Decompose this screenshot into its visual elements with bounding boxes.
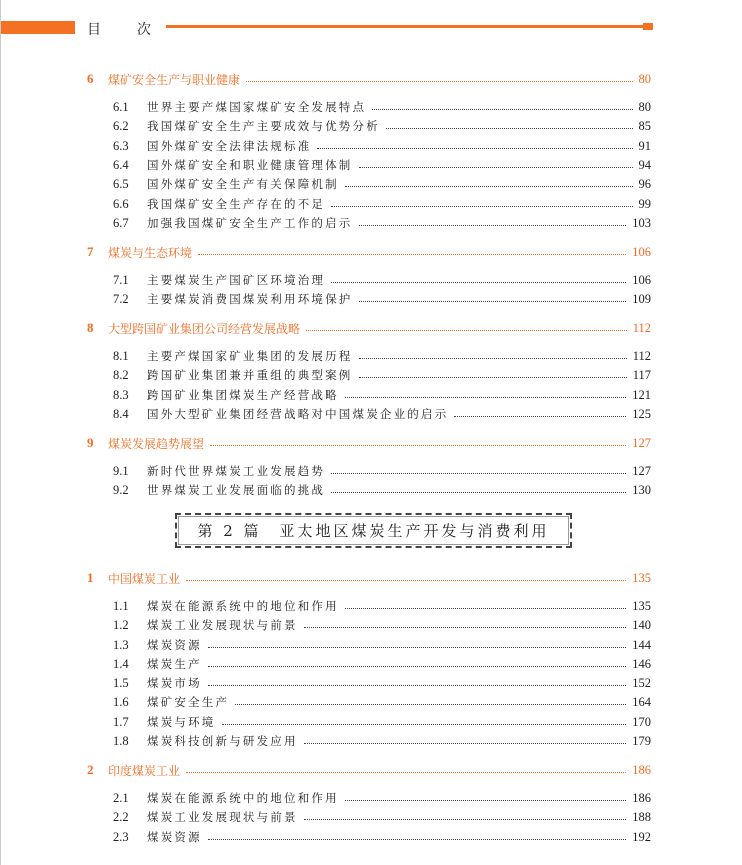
entry-title: 中国煤炭工业 <box>108 571 181 586</box>
toc-section-entry[interactable] <box>0 828 742 846</box>
toc-chapter-entry[interactable] <box>0 761 742 779</box>
entry-page-number: 135 <box>632 598 651 613</box>
entry-number: 1.2 <box>113 617 129 632</box>
entry-number: 6.2 <box>113 118 129 133</box>
dot-leader <box>186 580 626 581</box>
toc-section-entry[interactable] <box>0 481 742 499</box>
dot-leader <box>359 377 627 378</box>
entry-title: 煤炭发展趋势展望 <box>108 436 205 451</box>
entry-page-number: 103 <box>632 215 651 230</box>
dot-leader <box>345 800 626 801</box>
entry-title: 主要产煤国家矿业集团的发展历程 <box>147 349 353 363</box>
dot-leader <box>222 724 627 725</box>
entry-title: 印度煤炭工业 <box>108 763 181 778</box>
entry-number: 1.3 <box>113 637 129 652</box>
entry-page-number: 144 <box>632 637 651 652</box>
toc-chapter-entry[interactable] <box>0 434 742 452</box>
dot-leader <box>331 282 626 283</box>
entry-number: 9.2 <box>113 482 129 497</box>
entry-number: 1.4 <box>113 656 129 671</box>
toc-section-entry[interactable] <box>0 175 742 193</box>
dot-leader <box>359 225 627 226</box>
dot-leader <box>359 301 627 302</box>
entry-title: 国外煤矿安全和职业健康管理体制 <box>147 158 353 172</box>
entry-page-number: 130 <box>632 482 651 497</box>
toc-section-entry[interactable] <box>0 98 742 116</box>
toc-section-entry[interactable] <box>0 674 742 692</box>
toc-chapter-entry[interactable] <box>0 243 742 261</box>
toc-section-entry[interactable] <box>0 713 742 731</box>
toc-section-entry[interactable] <box>0 347 742 365</box>
entry-page-number: 127 <box>632 463 651 478</box>
entry-title: 新时代世界煤炭工业发展趋势 <box>147 464 326 478</box>
dot-leader <box>210 445 626 446</box>
entry-title: 煤炭在能源系统中的地位和作用 <box>147 791 339 805</box>
entry-number: 1.8 <box>113 733 129 748</box>
entry-number: 1.7 <box>113 714 129 729</box>
dot-leader <box>372 109 632 110</box>
entry-page-number: 94 <box>638 157 651 172</box>
header-rule-end <box>643 23 653 30</box>
entry-page-number: 96 <box>638 176 651 191</box>
entry-number: 8.1 <box>113 348 129 363</box>
entry-page-number: 112 <box>632 348 651 363</box>
entry-title: 国外大型矿业集团经营战略对中国煤炭企业的启示 <box>147 407 449 421</box>
header-title-char-2: 次 <box>137 22 151 38</box>
entry-number: 6.5 <box>113 176 129 191</box>
dot-leader <box>198 254 626 255</box>
entry-title: 世界煤炭工业发展面临的挑战 <box>147 483 326 497</box>
entry-number: 8.2 <box>113 367 129 382</box>
dot-leader <box>304 743 627 744</box>
entry-number: 8 <box>87 320 94 335</box>
toc-section-entry[interactable] <box>0 655 742 673</box>
entry-page-number: 117 <box>632 367 651 382</box>
entry-number: 2.2 <box>113 809 129 824</box>
entry-page-number: 125 <box>632 406 651 421</box>
entry-page-number: 164 <box>632 694 651 709</box>
dot-leader <box>331 206 632 207</box>
entry-title: 主要煤炭消费国煤炭利用环境保护 <box>147 292 353 306</box>
toc-section-entry[interactable] <box>0 386 742 404</box>
dot-leader <box>359 167 633 168</box>
entry-page-number: 192 <box>632 829 651 844</box>
part-heading: 第 2 篇 亚太地区煤炭生产开发与消费利用 <box>175 513 572 548</box>
toc-chapter-entry[interactable] <box>0 319 742 337</box>
toc-section-entry[interactable] <box>0 732 742 750</box>
entry-page-number: 106 <box>632 272 651 287</box>
toc-section-entry[interactable] <box>0 636 742 654</box>
entry-number: 7 <box>87 244 94 259</box>
entry-title: 大型跨国矿业集团公司经营发展战略 <box>108 321 301 336</box>
dot-leader <box>306 330 627 331</box>
toc-section-entry[interactable] <box>0 693 742 711</box>
toc-section-entry[interactable] <box>0 462 742 480</box>
toc-section-entry[interactable] <box>0 290 742 308</box>
entry-page-number: 179 <box>632 733 651 748</box>
entry-title: 煤炭与环境 <box>147 715 216 729</box>
header-title-char-1: 目 <box>87 22 101 38</box>
entry-page-number: 91 <box>638 138 651 153</box>
entry-title: 煤炭资源 <box>147 830 202 844</box>
entry-page-number: 186 <box>632 790 651 805</box>
entry-number: 2 <box>87 762 94 777</box>
entry-page-number: 135 <box>632 570 651 585</box>
entry-title: 国外煤矿安全法律法规标准 <box>147 139 312 153</box>
toc-section-entry[interactable] <box>0 789 742 807</box>
header-accent-bar <box>1 21 75 34</box>
dot-leader <box>331 473 626 474</box>
entry-number: 6.3 <box>113 138 129 153</box>
entry-number: 6.6 <box>113 196 129 211</box>
dot-leader <box>208 839 626 840</box>
entry-number: 2.3 <box>113 829 129 844</box>
dot-leader <box>208 647 626 648</box>
entry-title: 世界主要产煤国家煤矿安全发展特点 <box>147 100 367 114</box>
entry-number: 1.1 <box>113 598 129 613</box>
dot-leader <box>304 819 627 820</box>
dot-leader <box>359 358 627 359</box>
entry-number: 6.7 <box>113 215 129 230</box>
entry-number: 8.4 <box>113 406 129 421</box>
entry-title: 煤炭工业发展现状与前景 <box>147 618 298 632</box>
dot-leader <box>235 704 626 705</box>
dot-leader <box>454 416 626 417</box>
entry-title: 煤炭资源 <box>147 638 202 652</box>
entry-page-number: 109 <box>632 291 651 306</box>
entry-number: 2.1 <box>113 790 129 805</box>
entry-number: 7.2 <box>113 291 129 306</box>
entry-number: 9.1 <box>113 463 129 478</box>
entry-number: 1 <box>87 570 94 585</box>
entry-title: 煤炭与生态环境 <box>108 245 193 260</box>
dot-leader <box>317 148 632 149</box>
entry-title: 我国煤矿安全生产存在的不足 <box>147 197 326 211</box>
dot-leader <box>345 397 626 398</box>
toc-section-entry[interactable] <box>0 597 742 615</box>
entry-page-number: 80 <box>638 71 651 86</box>
toc-section-entry[interactable] <box>0 366 742 384</box>
entry-title: 煤炭市场 <box>147 676 202 690</box>
dot-leader <box>186 772 626 773</box>
toc-section-entry[interactable] <box>0 195 742 213</box>
entry-page-number: 121 <box>632 387 651 402</box>
dot-leader <box>345 186 633 187</box>
entry-number: 6 <box>87 71 94 86</box>
entry-number: 7.1 <box>113 272 129 287</box>
dot-leader <box>208 666 626 667</box>
entry-title: 主要煤炭生产国矿区环境治理 <box>147 273 326 287</box>
dot-leader <box>386 128 633 129</box>
entry-number: 9 <box>87 435 94 450</box>
entry-title: 跨国矿业集团兼并重组的典型案例 <box>147 368 353 382</box>
toc-section-entry[interactable] <box>0 214 742 232</box>
entry-title: 煤炭在能源系统中的地位和作用 <box>147 599 339 613</box>
entry-page-number: 140 <box>632 617 651 632</box>
entry-title: 煤炭科技创新与研发应用 <box>147 734 298 748</box>
entry-number: 1.5 <box>113 675 129 690</box>
toc-section-entry[interactable] <box>0 271 742 289</box>
entry-page-number: 127 <box>632 435 651 450</box>
entry-page-number: 80 <box>638 99 651 114</box>
entry-page-number: 188 <box>632 809 651 824</box>
entry-number: 6.4 <box>113 157 129 172</box>
entry-title: 煤炭生产 <box>147 657 202 671</box>
entry-page-number: 112 <box>632 320 651 335</box>
entry-title: 加强我国煤矿安全生产工作的启示 <box>147 216 353 230</box>
dot-leader <box>331 492 626 493</box>
dot-leader <box>246 81 632 82</box>
toc-section-entry[interactable] <box>0 405 742 423</box>
entry-page-number: 146 <box>632 656 651 671</box>
dot-leader <box>208 685 626 686</box>
entry-page-number: 186 <box>632 762 651 777</box>
entry-title: 跨国矿业集团煤炭生产经营战略 <box>147 388 339 402</box>
toc-section-entry[interactable] <box>0 156 742 174</box>
toc-section-entry[interactable] <box>0 137 742 155</box>
toc-chapter-entry[interactable] <box>0 569 742 587</box>
entry-title: 煤炭工业发展现状与前景 <box>147 810 298 824</box>
entry-number: 8.3 <box>113 387 129 402</box>
entry-title: 煤矿安全生产 <box>147 695 230 709</box>
toc-section-entry[interactable] <box>0 808 742 826</box>
header-rule <box>166 25 644 28</box>
entry-number: 6.1 <box>113 99 129 114</box>
entry-page-number: 170 <box>632 714 651 729</box>
dot-leader <box>304 627 627 628</box>
toc-section-entry[interactable] <box>0 117 742 135</box>
entry-title: 煤矿安全生产与职业健康 <box>108 72 241 87</box>
dot-leader <box>345 608 626 609</box>
entry-page-number: 99 <box>638 196 651 211</box>
toc-section-entry[interactable] <box>0 616 742 634</box>
entry-title: 我国煤矿安全生产主要成效与优势分析 <box>147 119 380 133</box>
entry-number: 1.6 <box>113 694 129 709</box>
entry-page-number: 152 <box>632 675 651 690</box>
entry-page-number: 85 <box>638 118 651 133</box>
toc-chapter-entry[interactable] <box>0 70 742 88</box>
entry-page-number: 106 <box>632 244 651 259</box>
entry-title: 国外煤矿安全生产有关保障机制 <box>147 177 339 191</box>
